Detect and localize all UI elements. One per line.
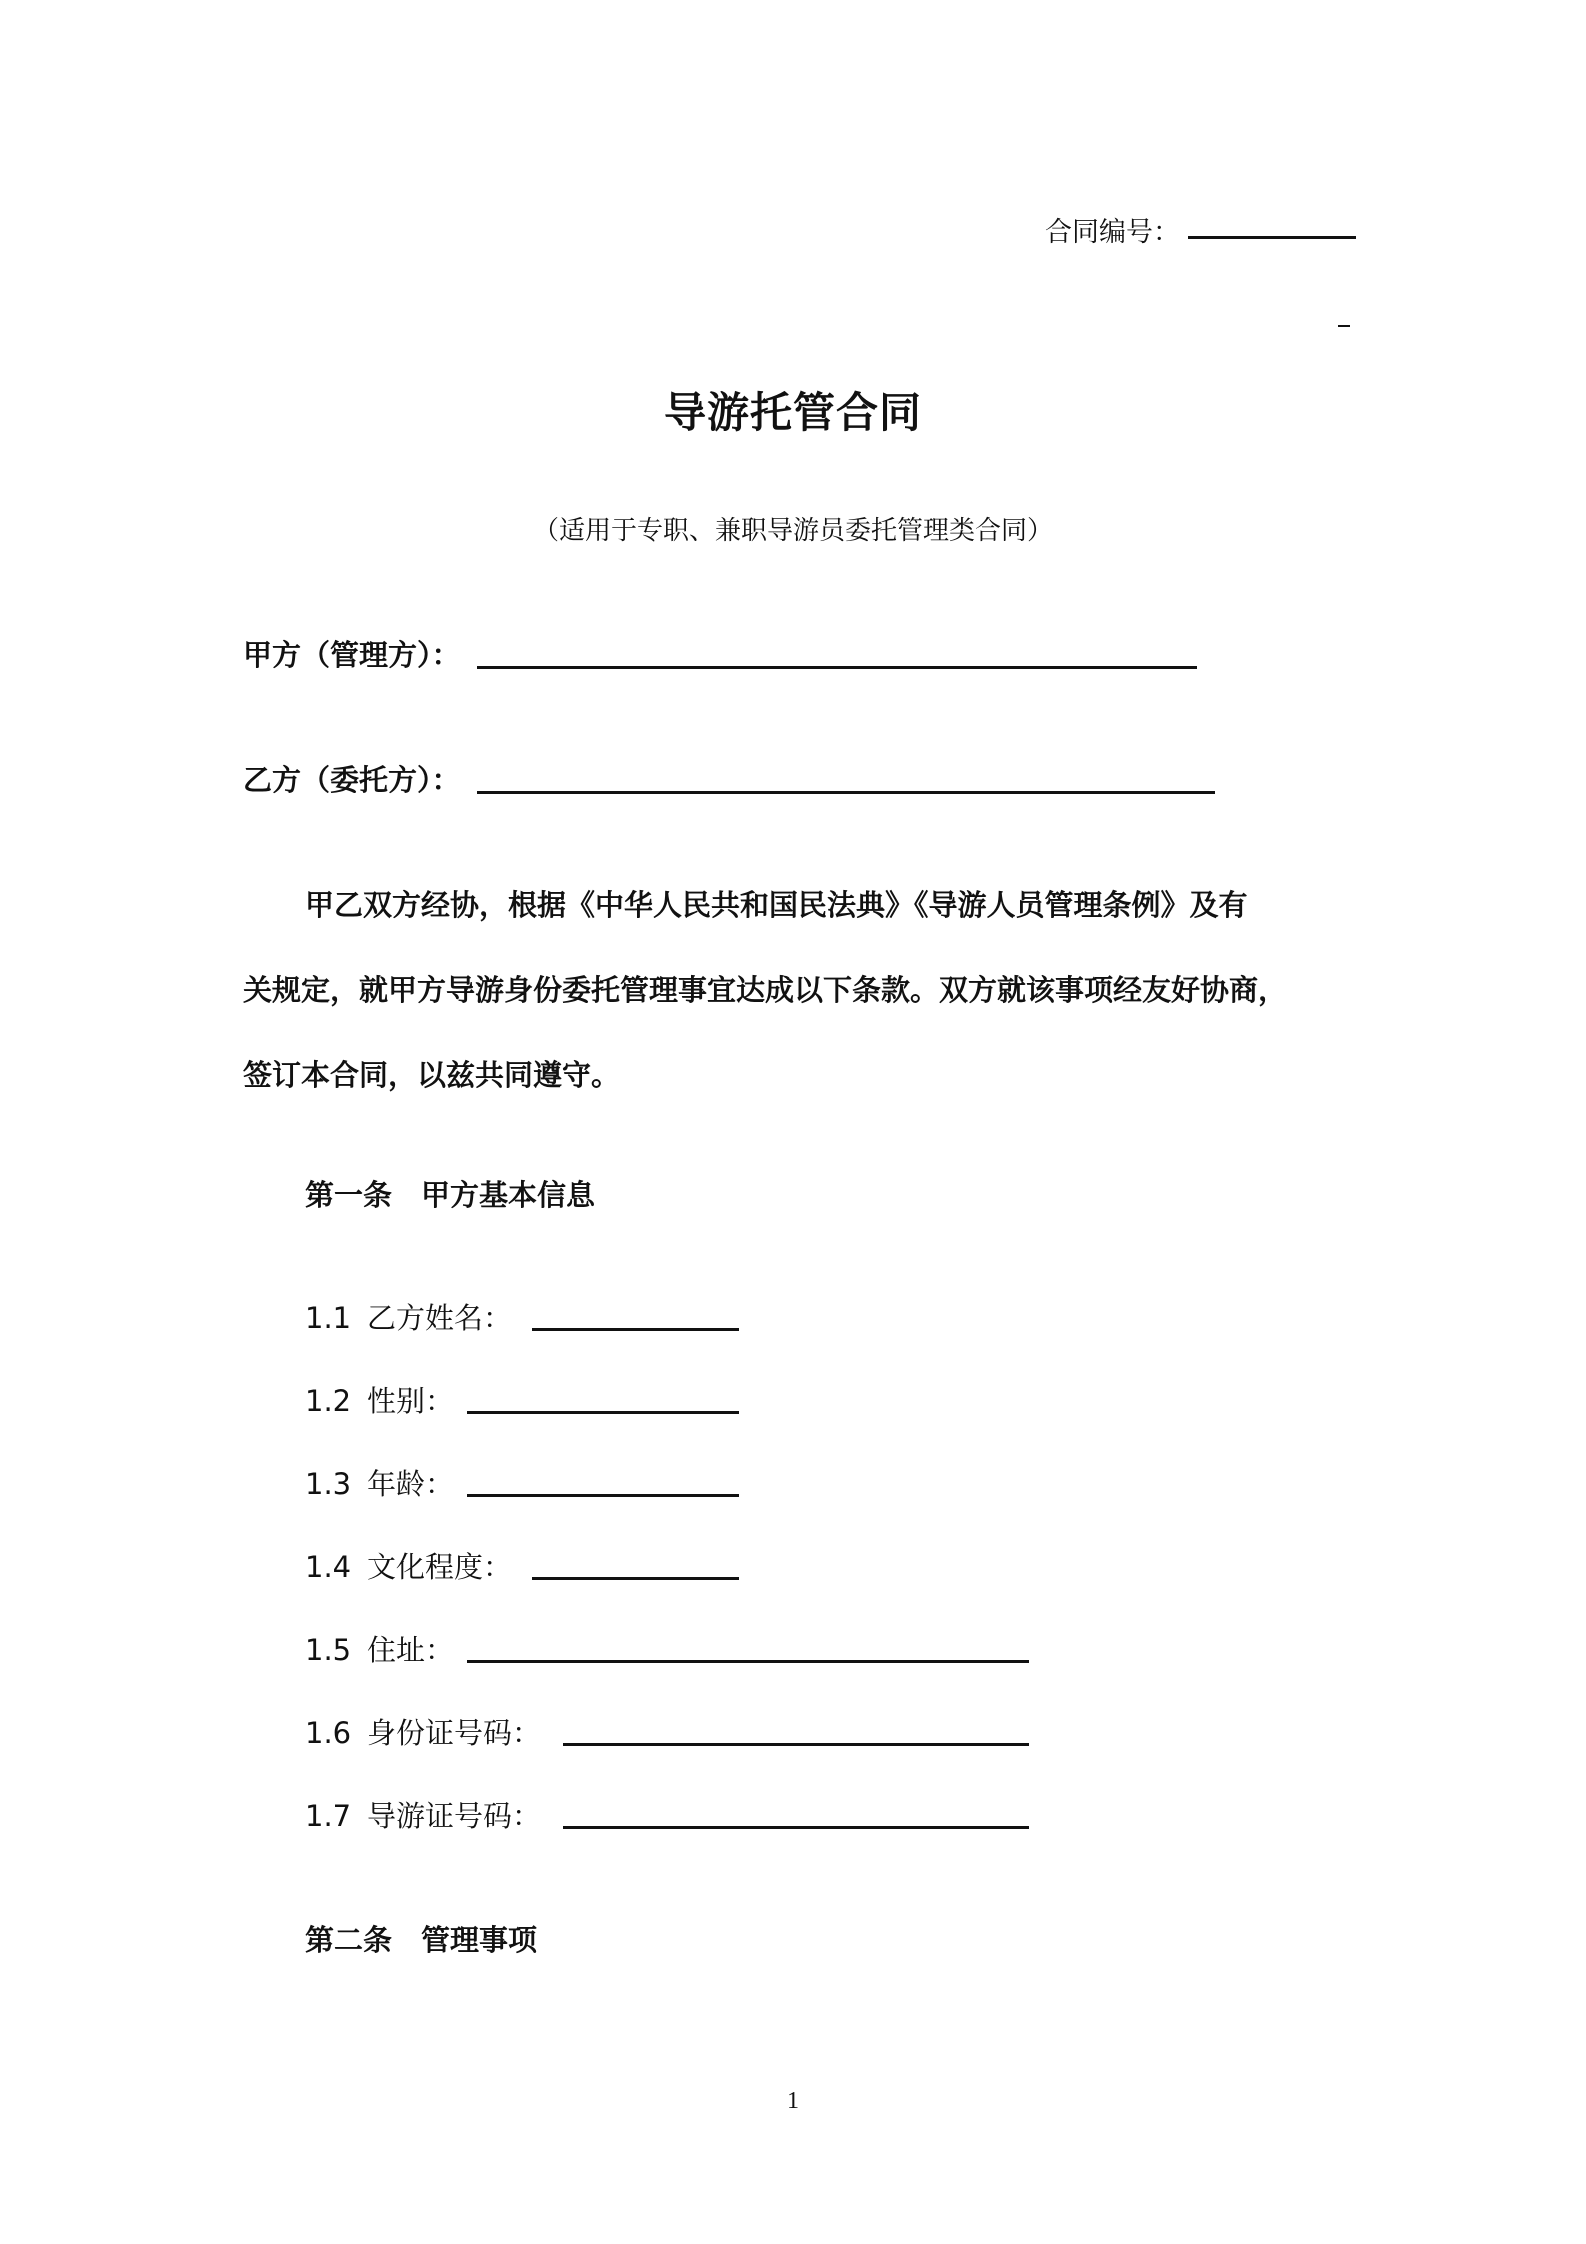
preamble-line-2: 关规定，就甲方导游身份委托管理事宜达成以下条款。双方就该事项经友好协商，	[243, 973, 1288, 1007]
section-1-heading: 第一条 甲方基本信息	[305, 1178, 596, 1212]
item-number: 1.5	[305, 1633, 352, 1667]
section-2-heading: 第二条 管理事项	[305, 1923, 538, 1957]
item-label: 年龄：	[367, 1467, 455, 1501]
preamble-line-1: 甲乙双方经协，根据《中华人民共和国民法典》《导游人员管理条例》及有	[305, 888, 1248, 922]
dash-mark	[1338, 325, 1350, 327]
address-field[interactable]	[467, 1660, 1029, 1663]
gender-field[interactable]	[467, 1411, 739, 1414]
party-b-label: 乙方（委托方）：	[243, 763, 461, 797]
item-education	[305, 1545, 512, 1586]
item-number: 1.3	[305, 1467, 352, 1501]
item-number: 1.4	[305, 1550, 352, 1584]
name-field[interactable]	[532, 1328, 739, 1331]
age-field[interactable]	[467, 1494, 739, 1497]
party-a-field[interactable]	[477, 666, 1197, 669]
item-number: 1.2	[305, 1384, 352, 1418]
item-gender	[305, 1379, 454, 1420]
item-label: 导游证号码：	[367, 1799, 542, 1833]
guide-license-field[interactable]	[563, 1826, 1029, 1829]
document-subtitle: （适用于专职、兼职导游员委托管理类合同）	[532, 516, 1053, 546]
page-number: 1	[787, 2088, 799, 2114]
item-age	[305, 1462, 454, 1503]
item-name	[305, 1296, 512, 1337]
item-guide-license	[305, 1794, 541, 1835]
item-number: 1.1	[305, 1301, 352, 1335]
item-number: 1.6	[305, 1716, 352, 1750]
item-label: 文化程度：	[367, 1550, 513, 1584]
party-b-field[interactable]	[477, 791, 1215, 794]
document-title: 导游托管合同	[663, 388, 922, 437]
id-number-field[interactable]	[563, 1743, 1029, 1746]
item-label: 住址：	[367, 1633, 455, 1667]
education-field[interactable]	[532, 1577, 739, 1580]
contract-number-field[interactable]	[1188, 236, 1356, 239]
preamble-line-3: 签订本合同，以兹共同遵守。	[243, 1058, 621, 1092]
item-label: 身份证号码：	[367, 1716, 542, 1750]
item-label: 乙方姓名：	[367, 1301, 513, 1335]
contract-number-label: 合同编号：	[1045, 217, 1180, 248]
item-number: 1.7	[305, 1799, 352, 1833]
item-label: 性别：	[367, 1384, 455, 1418]
item-address	[305, 1628, 454, 1669]
party-a-label: 甲方（管理方）：	[243, 638, 461, 672]
item-id-number	[305, 1711, 541, 1752]
